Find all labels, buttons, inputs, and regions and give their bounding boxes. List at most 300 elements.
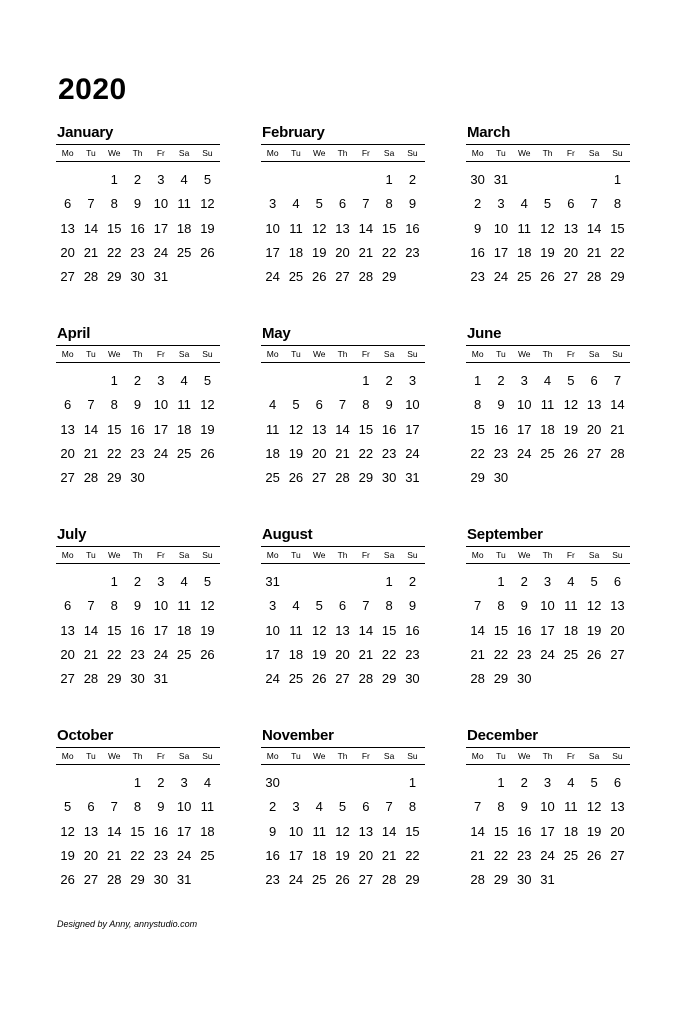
month-name: December	[467, 727, 538, 744]
day-cell: 31	[405, 470, 420, 486]
day-cell: 9	[133, 397, 142, 413]
day-cell: 4	[543, 373, 552, 388]
day-cell: 23	[130, 646, 145, 662]
day-cell: 23	[470, 269, 485, 285]
day-cell: 9	[157, 799, 165, 815]
day-cell: 25	[312, 872, 327, 888]
day-cell: 12	[60, 823, 75, 839]
weekday-label: Sa	[178, 550, 190, 560]
day-cell: 1	[408, 775, 417, 790]
day-cell: 25	[563, 646, 579, 662]
day-cell: 21	[358, 244, 374, 260]
day-cell: 19	[586, 622, 602, 638]
day-cell: 4	[567, 775, 575, 790]
day-cell: 31	[493, 172, 509, 187]
day-cell: 7	[474, 799, 482, 815]
day-cell: 1	[474, 373, 482, 388]
day-cell: 13	[358, 823, 374, 839]
day-cell: 24	[493, 269, 509, 285]
day-grid	[261, 369, 425, 490]
weekday-label: Su	[612, 751, 623, 761]
day-cell: 24	[517, 445, 532, 461]
day-cell: 23	[405, 244, 420, 260]
day-cell: 8	[385, 598, 393, 614]
day-cell: 6	[613, 574, 622, 589]
day-cell: 12	[540, 220, 555, 236]
weekday-label: Th	[542, 751, 553, 761]
weekday-label: Th	[132, 349, 143, 359]
day-cell: 27	[610, 646, 625, 662]
day-cell: 7	[590, 196, 598, 212]
day-cell: 20	[610, 823, 625, 839]
day-cell: 3	[157, 373, 165, 388]
empty-day-cell	[308, 771, 331, 795]
weekday-label: Mo	[266, 349, 279, 359]
day-cell: 20	[60, 646, 75, 662]
day-cell: 11	[265, 421, 280, 437]
weekday-label: Mo	[266, 751, 279, 761]
day-cell: 10	[405, 397, 420, 413]
weekday-label: Su	[612, 148, 623, 158]
day-cell: 27	[60, 470, 75, 486]
day-cell: 8	[110, 196, 118, 212]
day-cell: 8	[497, 598, 505, 614]
day-cell: 25	[540, 445, 555, 461]
weekday-label: Fr	[566, 550, 575, 560]
weekday-label: Mo	[61, 751, 74, 761]
day-cell: 2	[520, 574, 528, 589]
day-cell: 18	[176, 421, 192, 437]
day-cell: 1	[385, 574, 393, 589]
day-cell: 8	[385, 196, 393, 212]
month-december	[466, 726, 630, 892]
weekday-label: We	[312, 550, 326, 560]
day-cell: 29	[493, 872, 509, 888]
day-cell: 14	[358, 220, 374, 236]
day-cell: 12	[563, 397, 579, 413]
day-cell: 25	[176, 244, 192, 260]
day-cell: 30	[153, 872, 169, 888]
month-name: May	[262, 325, 291, 342]
day-cell: 30	[405, 671, 420, 687]
day-cell: 25	[200, 847, 215, 863]
day-cell: 2	[474, 196, 482, 212]
weekday-label: Mo	[471, 550, 484, 560]
day-cell: 17	[176, 823, 192, 839]
day-cell: 18	[540, 421, 555, 437]
weekday-header	[261, 747, 425, 765]
day-cell: 31	[153, 269, 169, 285]
weekday-label: We	[107, 751, 121, 761]
day-cell: 28	[358, 671, 374, 687]
day-cell: 7	[385, 799, 393, 815]
day-cell: 23	[517, 646, 532, 662]
day-cell: 15	[493, 823, 509, 839]
day-cell: 28	[381, 872, 397, 888]
day-cell: 26	[312, 671, 327, 687]
day-cell: 20	[335, 646, 350, 662]
day-cell: 13	[83, 823, 99, 839]
day-cell: 6	[315, 397, 323, 413]
day-cell: 16	[130, 622, 145, 638]
day-cell: 4	[292, 196, 300, 212]
day-grid	[56, 570, 220, 691]
weekday-label: Tu	[291, 148, 301, 158]
day-cell: 16	[470, 244, 485, 260]
day-cell: 25	[288, 269, 304, 285]
day-cell: 27	[60, 269, 75, 285]
day-cell: 13	[335, 220, 350, 236]
day-cell: 13	[586, 397, 602, 413]
day-cell: 13	[610, 598, 625, 614]
day-cell: 3	[269, 196, 277, 212]
day-cell: 21	[470, 646, 485, 662]
day-cell: 21	[83, 445, 99, 461]
weekday-label: Th	[542, 349, 553, 359]
empty-day-cell	[79, 168, 102, 192]
day-cell: 24	[288, 872, 304, 888]
day-cell: 15	[107, 622, 122, 638]
day-cell: 4	[269, 397, 277, 413]
day-cell: 24	[405, 445, 420, 461]
month-name: October	[57, 727, 114, 744]
weekday-label: Su	[612, 550, 623, 560]
weekday-label: We	[312, 751, 326, 761]
weekday-label: Sa	[588, 751, 600, 761]
day-cell: 27	[335, 269, 350, 285]
day-cell: 28	[610, 445, 625, 461]
day-cell: 13	[60, 622, 75, 638]
weekday-label: Tu	[86, 751, 96, 761]
day-cell: 3	[292, 799, 300, 815]
day-cell: 6	[64, 598, 72, 614]
day-cell: 28	[83, 470, 99, 486]
day-cell: 19	[200, 220, 215, 236]
day-cell: 22	[107, 244, 122, 260]
day-cell: 5	[292, 397, 300, 413]
day-cell: 10	[540, 799, 555, 815]
day-cell: 5	[543, 196, 552, 212]
day-cell: 15	[610, 220, 625, 236]
weekday-label: Mo	[471, 751, 484, 761]
day-cell: 31	[176, 872, 192, 888]
day-cell: 2	[520, 775, 528, 790]
empty-day-cell	[79, 771, 102, 795]
day-cell: 19	[288, 445, 304, 461]
weekday-label: Fr	[361, 148, 370, 158]
day-cell: 19	[335, 847, 350, 863]
day-cell: 17	[153, 421, 169, 437]
day-cell: 4	[180, 574, 188, 589]
weekday-label: Sa	[383, 550, 395, 560]
day-cell: 27	[60, 671, 75, 687]
day-cell: 12	[200, 598, 215, 614]
day-cell: 11	[289, 220, 303, 236]
day-cell: 6	[567, 196, 575, 212]
day-cell: 22	[405, 847, 420, 863]
day-cell: 2	[269, 799, 277, 815]
day-cell: 15	[130, 823, 145, 839]
day-cell: 18	[176, 220, 192, 236]
day-cell: 30	[381, 470, 397, 486]
month-name: September	[467, 526, 543, 543]
day-cell: 28	[586, 269, 602, 285]
day-cell: 7	[87, 598, 95, 614]
weekday-label: Th	[132, 148, 143, 158]
day-cell: 12	[200, 196, 215, 212]
weekday-header	[466, 747, 630, 765]
weekday-label: Tu	[496, 349, 506, 359]
day-cell: 27	[358, 872, 374, 888]
day-cell: 6	[64, 196, 72, 212]
day-cell: 4	[315, 799, 323, 815]
day-cell: 18	[265, 445, 280, 461]
day-cell: 5	[338, 799, 347, 815]
empty-day-cell	[331, 168, 354, 192]
day-cell: 29	[358, 470, 374, 486]
day-cell: 22	[107, 646, 122, 662]
day-cell: 4	[567, 574, 575, 589]
day-cell: 15	[107, 220, 122, 236]
day-cell: 18	[563, 823, 579, 839]
day-cell: 7	[110, 799, 118, 815]
day-cell: 23	[153, 847, 169, 863]
day-cell: 13	[335, 622, 350, 638]
weekday-label: Tu	[291, 550, 301, 560]
empty-day-cell	[331, 771, 354, 795]
day-cell: 3	[543, 775, 552, 790]
day-cell: 5	[203, 574, 212, 589]
weekday-header	[56, 345, 220, 363]
day-cell: 23	[493, 445, 509, 461]
weekday-label: Fr	[566, 349, 575, 359]
day-cell: 17	[153, 220, 169, 236]
day-cell: 14	[381, 823, 397, 839]
empty-day-cell	[377, 771, 400, 795]
day-cell: 9	[133, 196, 142, 212]
day-cell: 14	[470, 823, 485, 839]
day-cell: 16	[153, 823, 169, 839]
day-cell: 12	[200, 397, 215, 413]
day-cell: 10	[153, 397, 169, 413]
empty-day-cell	[56, 771, 79, 795]
day-cell: 19	[540, 244, 555, 260]
day-cell: 12	[288, 421, 304, 437]
day-cell: 2	[385, 373, 393, 388]
day-cell: 11	[200, 799, 215, 815]
day-cell: 14	[586, 220, 602, 236]
day-cell: 29	[381, 671, 397, 687]
day-cell: 29	[381, 269, 397, 285]
day-cell: 1	[497, 775, 505, 790]
day-cell: 23	[130, 244, 145, 260]
weekday-label: Su	[202, 751, 213, 761]
weekday-label: Su	[407, 550, 418, 560]
day-cell: 9	[520, 598, 528, 614]
weekday-label: Tu	[86, 148, 96, 158]
day-cell: 10	[493, 220, 509, 236]
day-cell: 2	[408, 172, 417, 187]
day-cell: 1	[133, 775, 142, 790]
weekday-label: We	[517, 148, 531, 158]
weekday-label: Mo	[61, 349, 74, 359]
day-cell: 3	[497, 196, 505, 212]
day-cell: 26	[200, 244, 215, 260]
day-cell: 22	[381, 646, 397, 662]
day-cell: 7	[613, 373, 622, 388]
empty-day-cell	[56, 570, 79, 594]
day-cell: 16	[517, 622, 532, 638]
day-cell: 16	[130, 421, 145, 437]
empty-day-cell	[261, 168, 284, 192]
weekday-label: Mo	[61, 550, 74, 560]
weekday-label: Mo	[266, 550, 279, 560]
empty-day-cell	[354, 168, 377, 192]
weekday-header	[261, 345, 425, 363]
day-cell: 17	[517, 421, 532, 437]
day-cell: 22	[470, 445, 485, 461]
day-cell: 7	[474, 598, 482, 614]
day-cell: 19	[312, 646, 327, 662]
day-cell: 20	[312, 445, 327, 461]
weekday-label: We	[107, 148, 121, 158]
day-cell: 1	[613, 172, 622, 187]
empty-day-cell	[466, 570, 489, 594]
day-cell: 9	[385, 397, 393, 413]
weekday-header	[466, 144, 630, 162]
weekday-header	[261, 144, 425, 162]
day-cell: 10	[153, 598, 169, 614]
month-name: July	[57, 526, 87, 543]
day-cell: 17	[540, 622, 555, 638]
day-cell: 14	[335, 421, 350, 437]
day-cell: 20	[60, 445, 75, 461]
month-name: February	[262, 124, 325, 141]
day-cell: 8	[110, 598, 118, 614]
weekday-header	[466, 345, 630, 363]
day-cell: 8	[497, 799, 505, 815]
day-cell: 21	[83, 244, 99, 260]
day-cell: 9	[520, 799, 528, 815]
day-cell: 28	[83, 269, 99, 285]
day-cell: 30	[130, 269, 145, 285]
month-august	[261, 525, 425, 691]
day-cell: 8	[110, 397, 118, 413]
day-cell: 21	[610, 421, 625, 437]
weekday-label: We	[107, 550, 121, 560]
day-grid	[261, 168, 425, 289]
day-cell: 19	[312, 244, 327, 260]
day-cell: 2	[133, 172, 142, 187]
weekday-label: Fr	[361, 751, 370, 761]
day-cell: 6	[87, 799, 95, 815]
day-cell: 26	[540, 269, 555, 285]
day-cell: 20	[563, 244, 579, 260]
day-cell: 18	[200, 823, 215, 839]
weekday-label: Tu	[496, 550, 506, 560]
weekday-label: Su	[407, 148, 418, 158]
day-cell: 9	[408, 196, 417, 212]
empty-day-cell	[582, 168, 605, 192]
weekday-label: Mo	[266, 148, 279, 158]
day-cell: 22	[130, 847, 145, 863]
empty-day-cell	[513, 168, 536, 192]
weekday-label: Th	[132, 751, 143, 761]
day-cell: 11	[564, 598, 578, 614]
weekday-label: Fr	[566, 751, 575, 761]
day-cell: 20	[358, 847, 374, 863]
day-cell: 21	[381, 847, 397, 863]
day-cell: 10	[288, 823, 304, 839]
day-cell: 11	[312, 823, 326, 839]
day-cell: 5	[203, 373, 212, 388]
day-cell: 25	[176, 445, 192, 461]
day-cell: 11	[177, 397, 191, 413]
day-cell: 27	[83, 872, 99, 888]
day-cell: 11	[540, 397, 555, 413]
day-cell: 15	[405, 823, 420, 839]
day-cell: 10	[265, 622, 280, 638]
day-cell: 23	[405, 646, 420, 662]
day-cell: 26	[335, 872, 350, 888]
day-cell: 22	[610, 244, 625, 260]
day-cell: 28	[470, 671, 485, 687]
month-june	[466, 324, 630, 490]
weekday-label: Su	[407, 349, 418, 359]
weekday-label: Tu	[291, 349, 301, 359]
day-cell: 4	[292, 598, 300, 614]
day-cell: 21	[470, 847, 485, 863]
day-grid	[56, 168, 220, 289]
empty-day-cell	[308, 168, 331, 192]
day-cell: 10	[540, 598, 555, 614]
day-cell: 24	[153, 244, 169, 260]
weekday-label: Tu	[496, 148, 506, 158]
day-cell: 27	[610, 847, 625, 863]
month-may	[261, 324, 425, 490]
day-cell: 15	[381, 622, 397, 638]
day-cell: 18	[517, 244, 532, 260]
day-cell: 1	[110, 574, 118, 589]
day-cell: 16	[265, 847, 280, 863]
day-cell: 10	[176, 799, 192, 815]
empty-day-cell	[331, 369, 354, 393]
day-cell: 25	[265, 470, 280, 486]
day-cell: 11	[177, 196, 191, 212]
day-cell: 24	[176, 847, 192, 863]
day-cell: 20	[335, 244, 350, 260]
day-cell: 11	[517, 220, 531, 236]
month-february	[261, 123, 425, 289]
weekday-label: We	[107, 349, 121, 359]
day-cell: 1	[497, 574, 505, 589]
month-name: January	[57, 124, 114, 141]
day-cell: 25	[288, 671, 304, 687]
day-cell: 7	[338, 397, 347, 413]
weekday-label: Mo	[471, 148, 484, 158]
day-cell: 15	[493, 622, 509, 638]
day-cell: 16	[517, 823, 532, 839]
weekday-label: Su	[202, 550, 213, 560]
day-cell: 4	[180, 172, 188, 187]
day-cell: 7	[87, 196, 95, 212]
day-cell: 11	[289, 622, 303, 638]
day-cell: 16	[130, 220, 145, 236]
day-cell: 13	[312, 421, 327, 437]
empty-day-cell	[284, 369, 307, 393]
empty-day-cell	[308, 570, 331, 594]
weekday-label: Fr	[156, 148, 165, 158]
